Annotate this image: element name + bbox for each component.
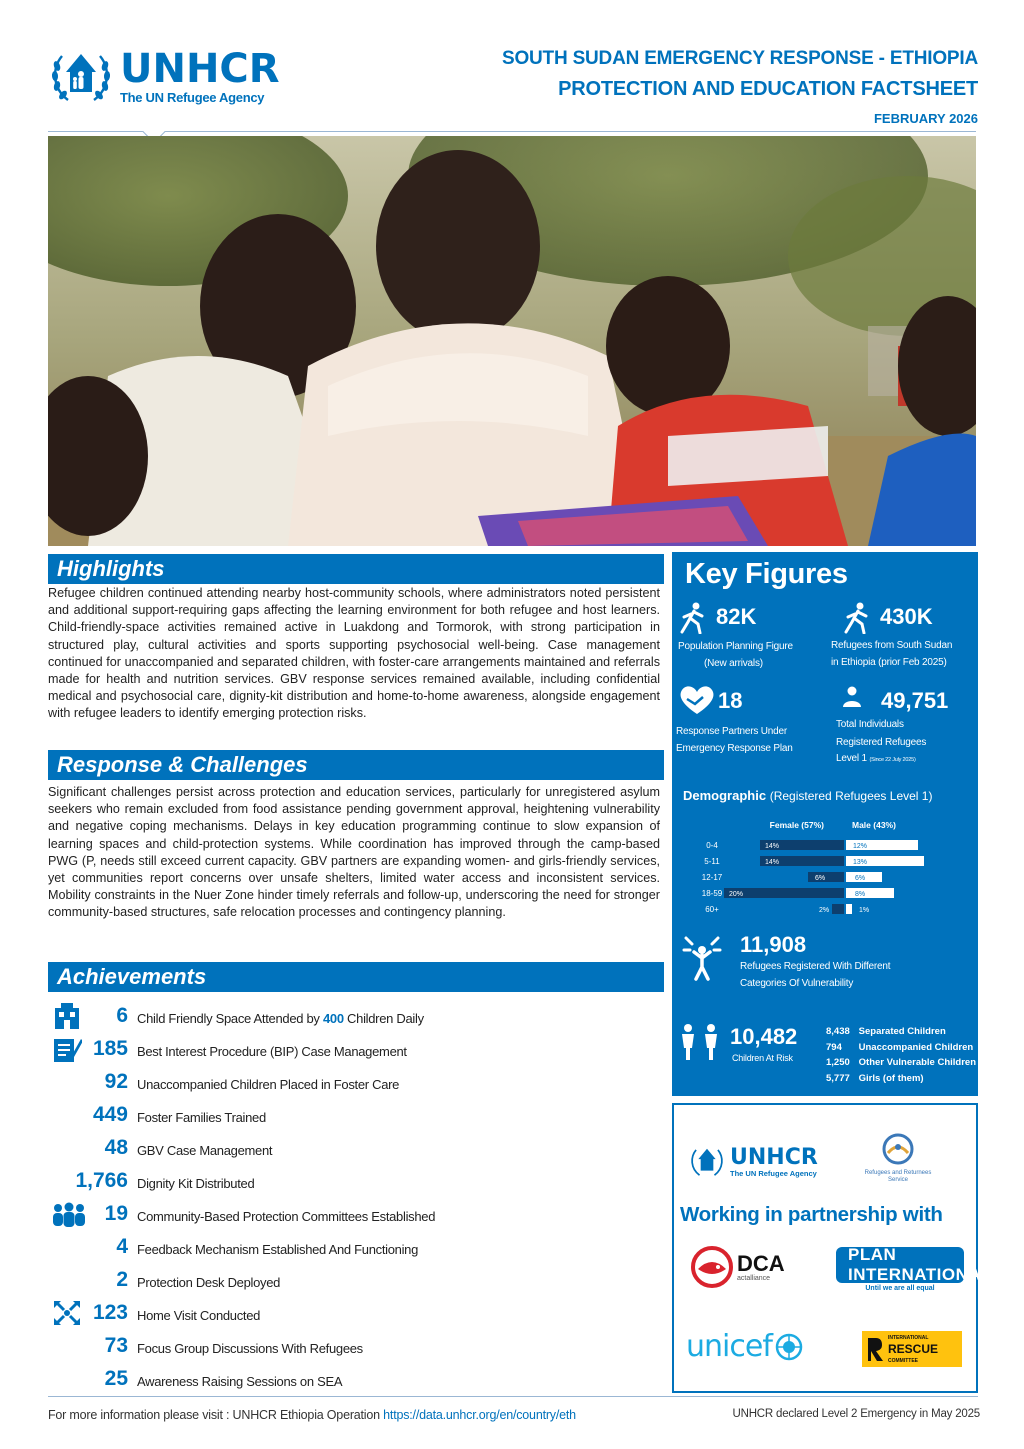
logo-tagline: The UN Refugee Agency: [120, 90, 265, 105]
achievement-label: Community-Based Protection Committees Established: [137, 1209, 436, 1224]
header-divider: [48, 131, 976, 132]
refugees-south-sudan-label: Refugees from South Sudan: [831, 640, 953, 651]
list-item: 1,250 Other Vulnerable Children: [826, 1057, 977, 1068]
children-photo-illustration: [48, 136, 976, 546]
response-partners-label: Response Partners Under: [676, 726, 788, 737]
category-label: 12-17: [701, 873, 723, 882]
data-label-male: 12%: [852, 843, 868, 850]
partner-logo-plan[interactable]: PLAN INTERNATIONAL Until we are all equal: [836, 1247, 964, 1292]
data-label-female: 20%: [728, 891, 744, 898]
registered-value: 49,751: [881, 688, 949, 713]
achievement-row: [48, 1299, 664, 1329]
registered-label-2: Registered Refugees: [836, 737, 927, 748]
category-label: 0-4: [706, 841, 718, 850]
achievement-row: [48, 1332, 664, 1362]
registered-note: (Since 22 July 2025): [869, 757, 916, 763]
vulnerability-label-2: Categories Of Vulnerability: [740, 978, 854, 989]
achievement-value: 92: [104, 1070, 128, 1093]
achievement-row: [48, 1266, 664, 1296]
partners-heading: Working in partnership with: [680, 1203, 943, 1226]
achievement-value: 449: [92, 1103, 128, 1126]
clipboard-icon: [52, 1035, 82, 1063]
achievement-row: [48, 1200, 664, 1230]
data-label-male: 13%: [852, 859, 868, 866]
list-item: 5,777 Girls (of them): [826, 1072, 924, 1084]
achievement-label: Feedback Mechanism Established And Functioning: [137, 1242, 419, 1257]
achievements-heading: Achievements: [48, 962, 664, 992]
registered-label: Total Individuals: [836, 719, 904, 730]
title-block: [502, 48, 978, 126]
data-label-female: 2%: [818, 907, 830, 914]
partner-logo-unicef[interactable]: unicef: [686, 1329, 804, 1364]
achievement-value: 1,766: [75, 1169, 128, 1192]
category-label: 60+: [705, 905, 719, 914]
achievement-row: [48, 1068, 664, 1098]
title-line-2: PROTECTION AND EDUCATION FACTSHEET: [558, 78, 978, 100]
building-icon: [52, 1002, 82, 1030]
series-label-male: Male (43%): [852, 820, 896, 830]
title-line-1: SOUTH SUDAN EMERGENCY RESPONSE - ETHIOPIA: [501, 48, 978, 69]
partner-logo-irc[interactable]: INTERNATIONAL RESCUE COMMITTEE: [862, 1331, 962, 1367]
logo-name: UNHCR: [120, 46, 280, 92]
achievement-label: Home Visit Conducted: [137, 1308, 261, 1323]
series-label-female: Female (57%): [769, 820, 824, 830]
children-at-risk-label: Children At Risk: [732, 1053, 793, 1063]
hero-photo: [48, 136, 976, 546]
achievement-label: Dignity Kit Distributed: [137, 1176, 255, 1191]
achievement-label: Best Interest Procedure (BIP) Case Management: [137, 1044, 407, 1059]
response-heading: Response & Challenges: [48, 750, 664, 780]
demographic-chart: [682, 814, 972, 924]
handshake-heart-icon: [678, 684, 716, 716]
achievement-row: [48, 1365, 664, 1395]
operation-data-link[interactable]: https://data.unhcr.org/en/country/eth: [383, 1408, 576, 1422]
key-figures-panel: [672, 552, 978, 1096]
achievement-row: [48, 1167, 664, 1197]
children-breakdown-list: [826, 1024, 976, 1086]
achievement-value: 4: [116, 1235, 128, 1258]
laurel-emblem-icon: [688, 1145, 726, 1179]
response-partners-label-2: Emergency Response Plan: [676, 743, 793, 754]
refugees-south-sudan-value: 430K: [880, 604, 933, 629]
achievement-value: 6: [116, 1004, 128, 1027]
person-icon: [842, 686, 862, 708]
population-planning-label-2: (New arrivals): [704, 658, 763, 669]
bar-male: [846, 888, 894, 898]
bar-male: [846, 904, 852, 914]
achievement-row: [48, 1002, 664, 1032]
partner-logo-rrs[interactable]: Refugees and Returnees Service: [858, 1133, 938, 1184]
highlights-heading: Highlights: [48, 554, 664, 584]
achievement-label: Awareness Raising Sessions on SEA: [137, 1374, 343, 1389]
unicef-globe-icon: [774, 1332, 804, 1362]
partners-box: [672, 1103, 993, 1393]
data-label-female: 14%: [764, 859, 780, 866]
achievement-label: Protection Desk Deployed: [137, 1275, 281, 1290]
list-item: 8,438 Separated Children: [826, 1026, 946, 1037]
laurel-emblem-icon: [48, 48, 114, 106]
response-text: Significant challenges persist across protection and education services, particularly for unregistered asylum seekers who remain excluded from food assistance pending government approval, heightening vulnerability and negative coping mechanisms. Delays in key education programming continue to slow expansion of learning spaces and child-protection systems. While coordination has improved through the camp-based PWG (P, needs still exceed current capacity. GBV partners are expanding women- and girls-friendly services, yet communities report concerns over unsafe shelters, limited water access and inconsistent services. Mobility constraints in the Nuer Zone hinder timely referrals and follow-up, underscoring the need for stronger community-based structures, safe relocation processes and contingency planning.: [48, 785, 660, 920]
unhcr-logo[interactable]: [48, 48, 280, 106]
bar-female: [832, 904, 844, 914]
footer-info: For more information please visit : UNHCR Ethiopia Operation https://data.unhcr.org/en/country/eth: [48, 1408, 576, 1422]
data-label-male: 6%: [854, 875, 866, 882]
emergency-note: UNHCR declared Level 2 Emergency in May 2025: [732, 1408, 980, 1420]
registered-label-3: Level 1 (Since 22 July 2025): [836, 753, 916, 764]
highlight-number: 400: [322, 1011, 344, 1026]
report-date: FEBRUARY 2026: [873, 111, 978, 126]
demographic-title: Demographic (Registered Refugees Level 1): [683, 788, 933, 803]
data-label-female: 14%: [764, 843, 780, 850]
achievement-label: Child Friendly Space Attended by 400 Children Daily: [137, 1011, 424, 1026]
population-planning-label: Population Planning Figure: [678, 641, 793, 652]
achievement-label: GBV Case Management: [137, 1143, 273, 1158]
footer-divider: [48, 1396, 978, 1397]
achievement-value: 19: [104, 1202, 128, 1225]
walking-person-icon: [840, 602, 874, 634]
data-label-female: 6%: [814, 875, 826, 882]
refugees-south-sudan-label-2: in Ethiopia (prior Feb 2025): [831, 657, 947, 668]
children-icon: [676, 1022, 724, 1062]
response-partners-value: 18: [718, 688, 743, 713]
rrs-emblem-icon: [878, 1133, 918, 1165]
vulnerability-label: Refugees Registered With Different: [740, 961, 891, 972]
achievement-value: 73: [104, 1334, 128, 1357]
achievement-label: Unaccompanied Children Placed in Foster Care: [137, 1077, 400, 1092]
achievement-value: 25: [104, 1367, 128, 1390]
achievement-value: 185: [92, 1037, 128, 1060]
achievement-label: Focus Group Discussions With Refugees: [137, 1341, 363, 1356]
category-label: 18-59: [701, 889, 723, 898]
achievement-value: 2: [116, 1268, 128, 1291]
key-figures-heading: Key Figures: [685, 558, 848, 590]
achievement-label: Foster Families Trained: [137, 1110, 266, 1125]
partner-logo-unhcr[interactable]: UNHCR The UN Refugee Agency: [688, 1145, 818, 1179]
achievement-row: [48, 1101, 664, 1131]
highlights-text: Refugee children continued attending nearby host-community schools, where administrators noted persistent and additional support-requiring gaps affecting the learning environment for both refugee and host learners. Child-friendly-space activities remained active in Luakdong and Tormorok, with strong participation in structured play, cultural activities and sports supporting psychosocial well-being. Case management continued for unaccompanied and separated children, with foster-care arrangements maintained and referrals made for health and nutrition services. GBV response services remained available, including confidential medical and psychosocial care, dignity-kit distribution and home-to-home awareness, alongside engagement with refugee leaders to identify emerging protection risks.: [48, 586, 660, 721]
children-at-risk-value: 10,482: [730, 1024, 798, 1049]
achievement-row: [48, 1035, 664, 1065]
vulnerability-value: 11,908: [740, 932, 807, 957]
data-label-male: 8%: [854, 891, 866, 898]
category-label: 5-11: [704, 857, 720, 866]
achievement-row: [48, 1134, 664, 1164]
header: [0, 0, 1024, 132]
arrows-icon: [52, 1299, 82, 1327]
achievement-value: 123: [92, 1301, 128, 1324]
person-rays-icon: [678, 934, 726, 982]
dca-emblem-icon: [690, 1245, 734, 1289]
achievement-row: [48, 1233, 664, 1263]
partner-logo-dca[interactable]: DCA actalliance: [690, 1245, 785, 1289]
walking-person-icon: [676, 602, 710, 634]
list-item: 794 Unaccompanied Children: [826, 1041, 974, 1053]
bar-female: [808, 872, 844, 882]
population-planning-value: 82K: [716, 604, 757, 629]
data-label-male: 1%: [858, 907, 870, 914]
achievement-value: 48: [104, 1136, 128, 1159]
irc-emblem-icon: [866, 1336, 884, 1362]
people-icon: [52, 1200, 86, 1228]
